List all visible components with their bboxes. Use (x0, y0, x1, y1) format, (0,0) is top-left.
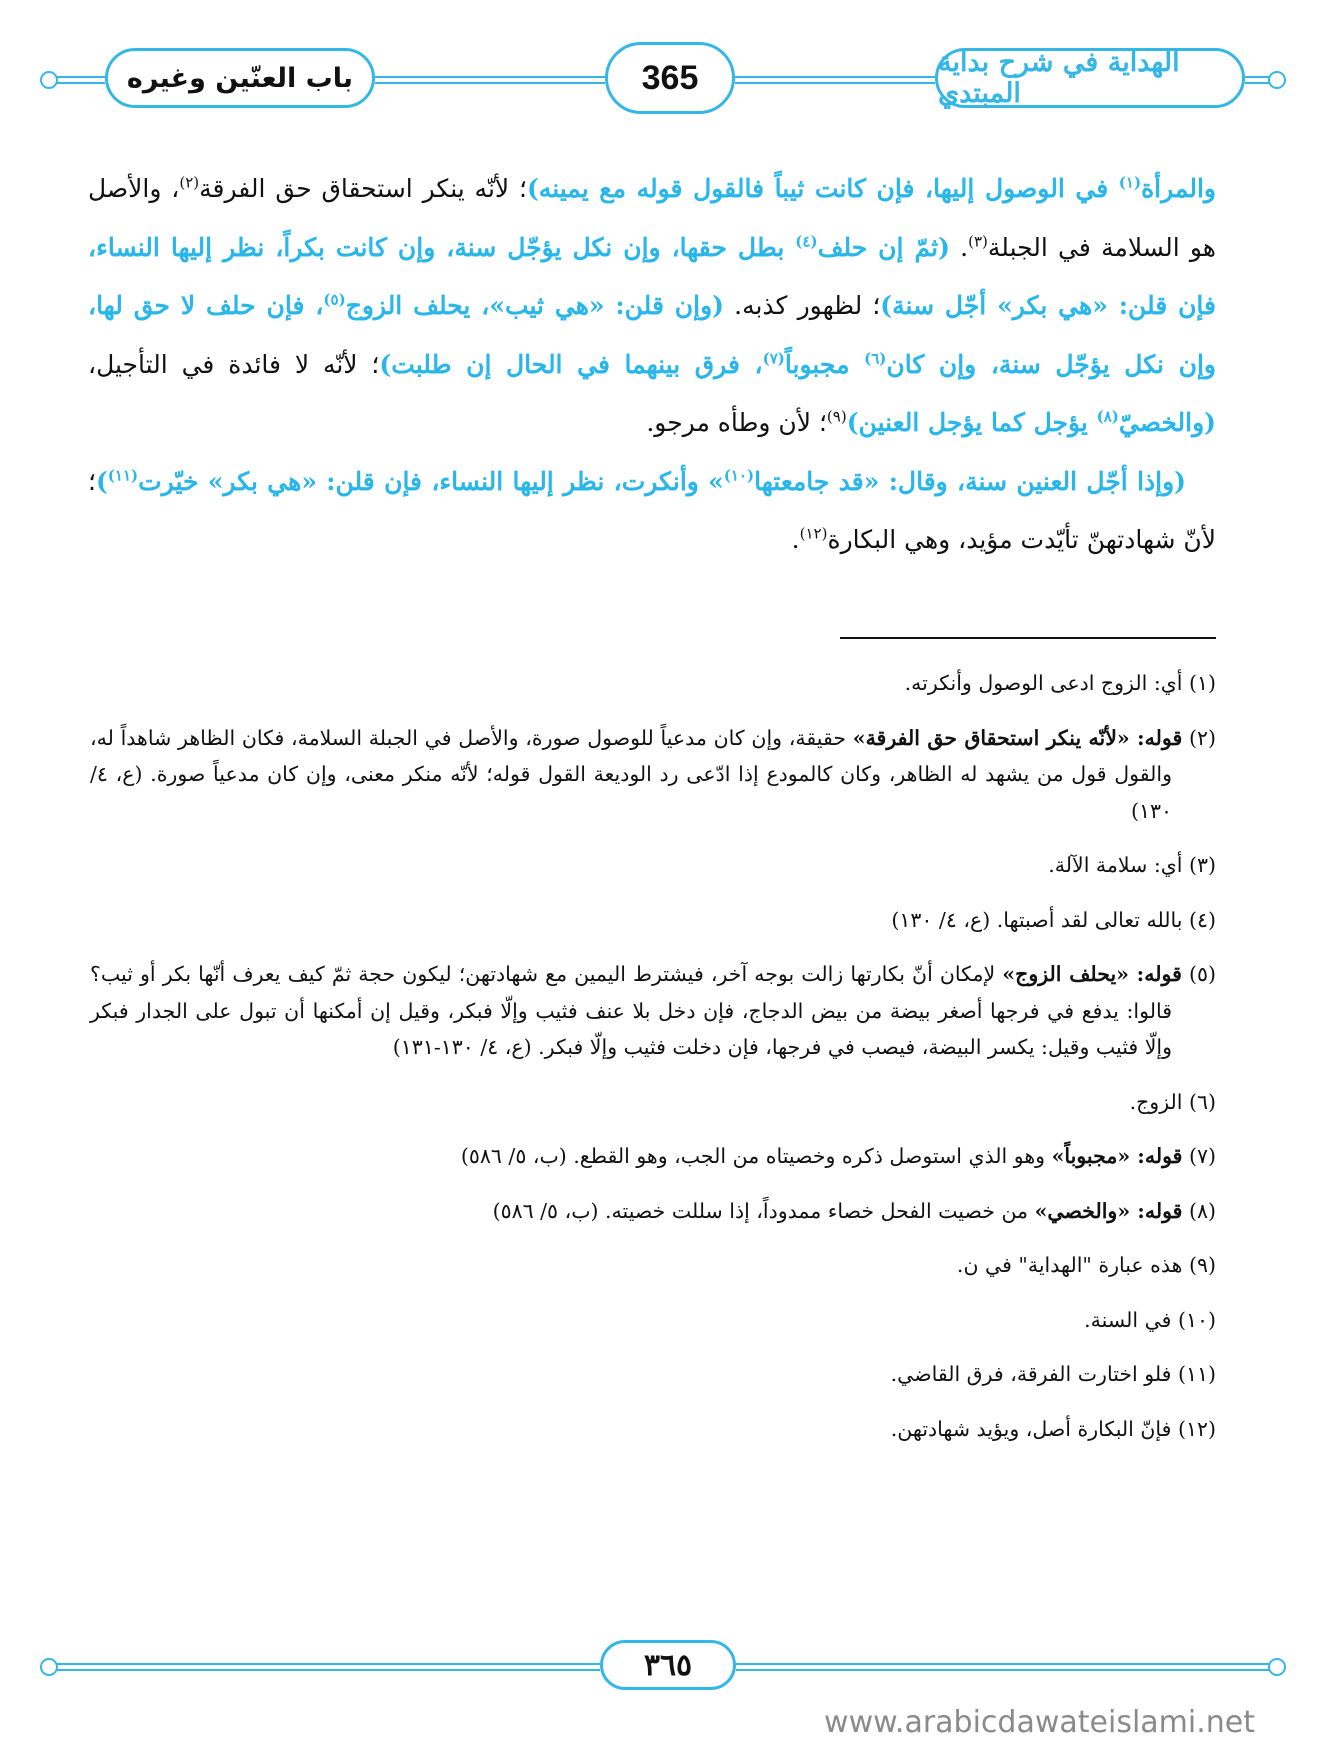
matn-text: (والخصيّ (1118, 408, 1216, 437)
footnote-item (90, 1247, 1216, 1284)
sharh-text: ، والأصل هو السلامة في الجبلة (88, 174, 1216, 262)
footnote-separator (840, 637, 1216, 639)
chapter-title-box (105, 48, 375, 108)
website-watermark[interactable]: www.arabicdawateislami.net (824, 1705, 1255, 1740)
sharh-text: من خصيت الفحل خصاء ممدوداً، إذا سللت خصيته. (ب، ٥/ ٥٨٦) (492, 1198, 1035, 1223)
footnote-ref: (١٠) (723, 466, 755, 485)
ornament-tip-icon (1268, 1658, 1286, 1676)
ornament-tip-icon (40, 71, 58, 89)
footnote-ref: (١١) (107, 466, 139, 485)
footnote-keyword: قوله: «لأنّه ينكر استحقاق حق الفرقة» (852, 725, 1183, 750)
main-text (88, 160, 1216, 570)
matn-text: بطل حقها، وإن نكل يؤجّل سنة، وإن كانت بكراً، نظر إليها النساء، فإن قلن: «هي بكر» أجّل سنة) (88, 232, 1216, 320)
header-ornament-mid-left (375, 76, 605, 84)
matn-text: (وإن قلن: «هي ثيب»، يحلف الزوج (345, 291, 724, 320)
footnote-keyword: قوله: «يحلف الزوج» (1002, 962, 1182, 986)
matn-text: مجبوباً (784, 349, 865, 379)
footnote-item (90, 665, 1216, 702)
footnote-keyword: قوله: «والخصي» (1034, 1198, 1183, 1223)
header-ornament-mid-right (735, 76, 935, 84)
footnote-ref: (٨) (1096, 407, 1119, 426)
matn-text: ، فرق بينهما في الحال إن طلبت) (379, 349, 763, 379)
ornament-tip-icon (40, 1658, 58, 1676)
sharh-text: (٥) (1181, 962, 1216, 986)
footnote-item (90, 956, 1216, 1066)
sharh-text: ؛ لأن وطأه مرجو. (646, 408, 827, 437)
footer-ornament-right (736, 1663, 1276, 1671)
footnote-item (90, 1084, 1216, 1121)
footnote-ref: (٤) (795, 232, 818, 251)
page-number: 365 (641, 58, 699, 97)
sharh-text: (٨) (1182, 1198, 1216, 1223)
sharh-text: . (791, 525, 800, 554)
footer-page-number: ٣٦٥ (643, 1647, 693, 1683)
footnote-item (90, 902, 1216, 939)
footnote-ref: (٥) (323, 290, 346, 309)
footnote-ref: (٢) (179, 173, 200, 192)
sharh-text: ؛ لظهور كذبه. (724, 291, 881, 320)
footnote-item (90, 1411, 1216, 1448)
footnote-ref: (١) (1118, 173, 1142, 192)
matn-text: ) (95, 466, 108, 496)
footer-page-number-box (600, 1640, 736, 1690)
footnote-item (90, 847, 1216, 884)
footnote-ref: (٦) (864, 349, 887, 368)
sharh-text: ؛ لأنّه لا فائدة في التأجيل، (88, 349, 380, 379)
sharh-text: (١٠) في السنة. (1084, 1307, 1216, 1332)
sharh-text: (٤) بالله تعالى لقد أصبتها. (ع، ٤/ ١٣٠) (891, 907, 1216, 932)
sharh-text: حقيقة، وإن كان مدعياً للوصول صورة، والأصل في الجبلة السلامة، فكان الظاهر شاهداً له، والقول قول من يشهد له الظاهر، وكان كالمودع إذا ادّعى رد الوديعة القول قوله؛ لأنّه منكر معنى، وإن كان مدعياً صورة. (ع، ٤/ ١٣٠) (90, 725, 1172, 823)
footnote-ref: (٧) (762, 349, 785, 368)
footnote-item (90, 1302, 1216, 1339)
sharh-text: (٩) هذه عبارة "الهداية" في ن. (956, 1253, 1216, 1277)
matn-text: » وأنكرت، نظر إليها النساء، فإن قلن: «هي بكر» خيّرت (138, 466, 724, 496)
footnote-item (90, 1138, 1216, 1175)
main-paragraph-1 (88, 160, 1216, 453)
footnote-ref: (٣) (968, 232, 988, 251)
matn-text: في الوصول إليها، فإن كانت ثيباً فالقول قوله مع يمينه) (526, 174, 1119, 203)
matn-text: ، فإن حلف لا حق لها، وإن نكل يؤجّل سنة، وإن كان (88, 291, 1216, 379)
chapter-title: باب العنّين وغيره (126, 62, 354, 94)
footnotes-list (90, 665, 1216, 1447)
sharh-text: (١١) فلو اختارت الفرقة، فرق القاضي. (890, 1362, 1216, 1386)
book-title-box (935, 48, 1245, 108)
footnote-item (90, 1193, 1216, 1230)
footnote-ref: (١٢) (799, 524, 828, 543)
matn-text: والمرأة (1141, 174, 1216, 203)
footer-ornament-left (50, 1663, 600, 1671)
book-title: الهداية في شرح بداية المبتدي (938, 47, 1180, 109)
footnote-ref: (٩) (826, 407, 847, 426)
footnote-item (90, 720, 1216, 830)
main-paragraph-2 (88, 453, 1216, 570)
sharh-text: (١) أي: الزوج ادعى الوصول وأنكرته. (904, 671, 1216, 695)
sharh-text: لإمكان أنّ بكارتها زالت بوجه آخر، فيشترط اليمين مع شهادتهن؛ ليكون حجة ثمّ كيف يعرف أنّها بكر أو ثيب؟ قالوا: يدفع في فرجها أصغر بيضة من بيض الدجاج، فإن دخل بلا عنف فثيب وإلّا فبكر، وقيل إن أمكنها أن تبول على الجدار فبكر وإلّا فثيب وقيل: يكسر البيضة، فيصب في فرجها، فإن دخلت فثيب وإلّا فبكر. (ع، ٤/ ١٣٠-١٣١) (90, 962, 1172, 1059)
sharh-text: . (949, 232, 969, 262)
ornament-tip-icon (1268, 71, 1286, 89)
sharh-text: (٣) أي: سلامة الآلة. (1048, 853, 1216, 877)
sharh-text: (٧) (1182, 1144, 1216, 1168)
page-number-box (605, 42, 735, 114)
matn-text: يؤجل كما يؤجل العنين) (846, 408, 1097, 437)
sharh-text: ؛ لأنّ شهادتهنّ تأيّدت مؤيد، وهي البكارة (88, 466, 1216, 554)
sharh-text: (٢) (1182, 725, 1216, 750)
header-ornament-left (50, 76, 105, 84)
sharh-text: ؛ لأنّه ينكر استحقاق حق الفرقة (199, 174, 527, 203)
sharh-text: وهو الذي استوصل ذكره وخصيتاه من الجب، وهو القطع. (ب، ٥/ ٥٨٦) (460, 1144, 1052, 1168)
matn-text: (ثمّ إن حلف (817, 232, 950, 262)
footnote-item (90, 1356, 1216, 1393)
footnote-keyword: قوله: «مجبوباً» (1051, 1144, 1183, 1168)
matn-text: (وإذا أجّل العنين سنة، وقال: «قد جامعتها (754, 466, 1186, 496)
sharh-text: (١٢) فإنّ البكارة أصل، ويؤيد شهادتهن. (890, 1416, 1216, 1441)
sharh-text: (٦) الزوج. (1129, 1089, 1216, 1114)
